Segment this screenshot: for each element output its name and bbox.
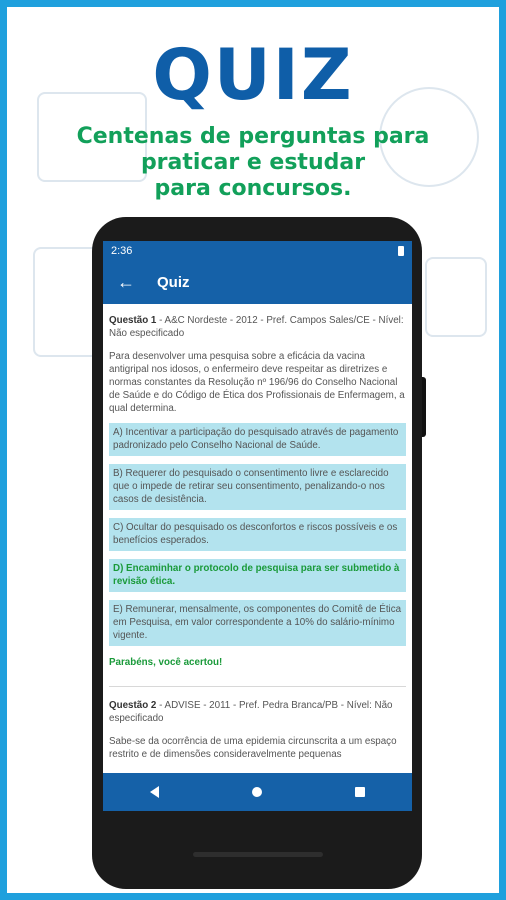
phone-power-button xyxy=(422,377,426,437)
answer-option-a[interactable]: A) Incentivar a participação do pesquisado através de pagamento padronizado pelo Conselho Nacional de Saúde. xyxy=(109,423,406,456)
phone-screen xyxy=(103,241,412,811)
promo-subtitle-line: Centenas de perguntas para xyxy=(76,124,430,149)
background-decoration xyxy=(425,257,487,337)
question-header xyxy=(109,699,406,725)
question-body: Para desenvolver uma pesquisa sobre a eficácia da vacina antigripal nos idosos, o enfermeiro deve respeitar as diretrizes e normas constantes da Resolução nº 196/96 do Conselho Nacional de Saúde e do Código de Ética dos Profissionais de Enfermagem, a qual determina. xyxy=(109,351,405,414)
arrow-back-icon[interactable]: ← xyxy=(117,272,135,292)
nav-home-icon[interactable] xyxy=(252,787,262,797)
question-label: Questão 1 xyxy=(109,315,157,326)
promo-subtitle-line: para concursos. xyxy=(154,176,352,201)
question-meta: - A&C Nordeste - 2012 - Pref. Campos Sales/CE - Nível: Não especificado xyxy=(109,315,404,339)
status-bar xyxy=(103,241,412,261)
background-decoration xyxy=(33,247,99,357)
app-bar-title: Quiz xyxy=(157,274,190,291)
promo-headline: QUIZ xyxy=(152,34,354,116)
battery-icon xyxy=(398,246,404,256)
question-body: Sabe-se da ocorrência de uma epidemia circunscrita a um espaço restrito e de dimensões consideravelmente pequenas xyxy=(109,736,397,760)
quiz-content[interactable] xyxy=(103,304,412,761)
system-nav-bar xyxy=(103,773,412,811)
answer-option-d[interactable]: D) Encaminhar o protocolo de pesquisa para ser submetido à revisão ética. xyxy=(109,559,406,592)
status-time: 2:36 xyxy=(111,245,133,257)
promo-subtitle xyxy=(7,124,499,202)
question-divider xyxy=(109,686,406,687)
question-label: Questão 2 xyxy=(109,700,157,711)
answer-option-c[interactable]: C) Ocultar do pesquisado os desconfortos e riscos possíveis e os benefícios esperados. xyxy=(109,518,406,551)
nav-back-icon[interactable] xyxy=(150,786,159,798)
app-bar xyxy=(103,261,412,304)
answer-option-b[interactable]: B) Requerer do pesquisado o consentimento livre e esclarecido que o impede de retirar seu consentimento, penalizando-o nos casos de desistência. xyxy=(109,464,406,510)
phone-speaker xyxy=(193,852,323,857)
promo-subtitle-line: praticar e estudar xyxy=(140,150,366,175)
answer-option-e[interactable]: E) Remunerar, mensalmente, os componentes do Comitê de Ética em Pesquisa, em valor correspondente a 10% do salário-mínimo vigente. xyxy=(109,600,406,646)
nav-recents-icon[interactable] xyxy=(355,787,365,797)
answer-feedback: Parabéns, você acertou! xyxy=(109,657,223,668)
question-meta: - ADVISE - 2011 - Pref. Pedra Branca/PB - Nível: Não especificado xyxy=(109,700,393,724)
question-header xyxy=(109,314,406,340)
